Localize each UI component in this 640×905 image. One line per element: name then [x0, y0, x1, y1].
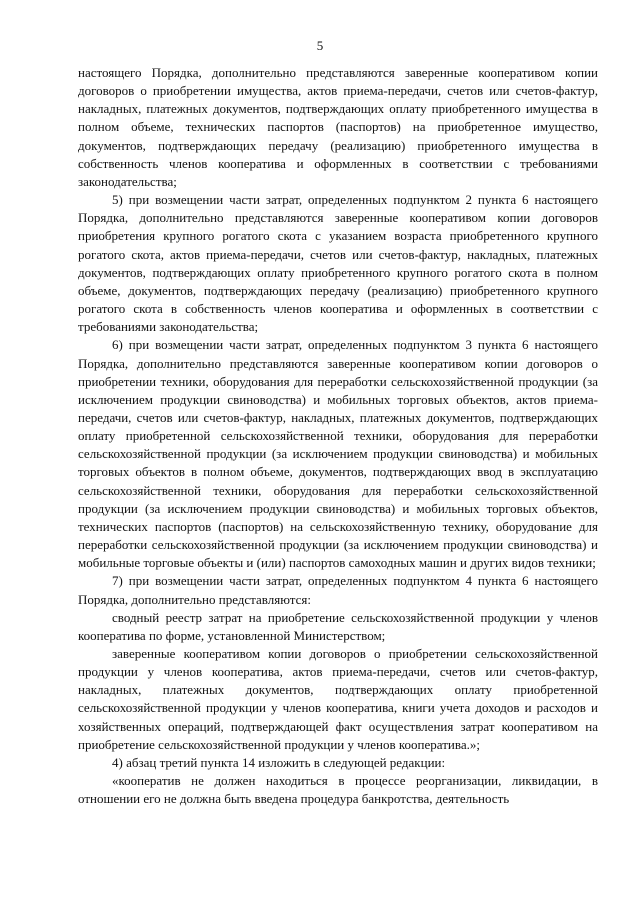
paragraph-item-7: 7) при возмещении части затрат, определенных подпунктом 4 пункта 6 настоящего Порядка, дополнительно представляются: — [78, 573, 598, 607]
paragraph-certified-copies: заверенные кооперативом копии договоров о приобретении сельскохозяйственной продукции у членов кооператива, актов приема-передачи, счетов или счетов-фактур, накладных, платежных документов, подтверждающих оплату приобретенной сельскохозяйственной продукции у членов кооператива, книги учета доходов и расходов и хозяйственных операций, подтверждающей факт осуществления затрат кооперативом на приобретение сельскохозяйственной продукции у членов кооператива.»; — [78, 646, 598, 752]
paragraph-item-6: 6) при возмещении части затрат, определенных подпунктом 3 пункта 6 настоящего Порядка, дополнительно представляются заверенные кооперативом копии договоров о приобретении техники, оборудования для переработки сельскохозяйственной продукции (за исключением продукции свиноводства) и мобильных торговых объектов, актов приема-передачи, счетов или счетов-фактур, накладных, платежных документов, подтверждающих оплату приобретенной сельскохозяйственной техники, оборудования для переработки сельскохозяйственной продукции (за исключением продукции свиноводства) и мобильных торговых объектов в полном объеме, документов, подтверждающих ввод в эксплуатацию сельскохозяйственной техники, оборудования для переработки сельскохозяйственной продукции (за исключением продукции свиноводства) и мобильных торговых объектов, технических паспортов (паспортов) на сельскохозяйственную технику, оборудование для переработки сельскохозяйственной продукции (за исключением продукции свиноводства) и мобильные торговые объекты и (или) паспортов самоходных машин и других видов техники; — [78, 337, 598, 571]
paragraph-registry: сводный реестр затрат на приобретение сельскохозяйственной продукции у членов кооператива по форме, установленной Министерством; — [78, 609, 598, 643]
paragraph-quoted-text: «кооператив не должен находиться в процессе реорганизации, ликвидации, в отношении его не должна быть введена процедура банкротства, деятельность — [78, 773, 598, 807]
document-body — [78, 64, 598, 808]
paragraph-continuation: настоящего Порядка, дополнительно представляются заверенные кооперативом копии договоров о приобретении имущества, актов приема-передачи, счетов или счетов-фактур, накладных, платежных документов, подтверждающих оплату приобретенного имущества в полном объеме, технических паспортов (паспортов) на приобретенное имущество, документов, подтверждающих передачу (реализацию) приобретенного имущества в собственность членов кооператива и оформленных в соответствии с требованиями законодательства; — [78, 65, 598, 189]
paragraph-item-5: 5) при возмещении части затрат, определенных подпунктом 2 пункта 6 настоящего Порядка, дополнительно представляются заверенные кооперативом копии договоров приобретения крупного рогатого скота с указанием возраста приобретенного крупного рогатого скота, актов приема-передачи, счетов или счетов-фактур, накладных, платежных документов, подтверждающих оплату приобретенного крупного рогатого скота в полном объеме, документов, подтверждающих передачу (реализацию) приобретенного крупного рогатого скота в собственность членов кооператива и оформленных в соответствии с требованиями законодательства; — [78, 192, 598, 335]
paragraph-amendment-4: 4) абзац третий пункта 14 изложить в следующей редакции: — [112, 754, 446, 770]
page-number: 5 — [316, 38, 324, 53]
